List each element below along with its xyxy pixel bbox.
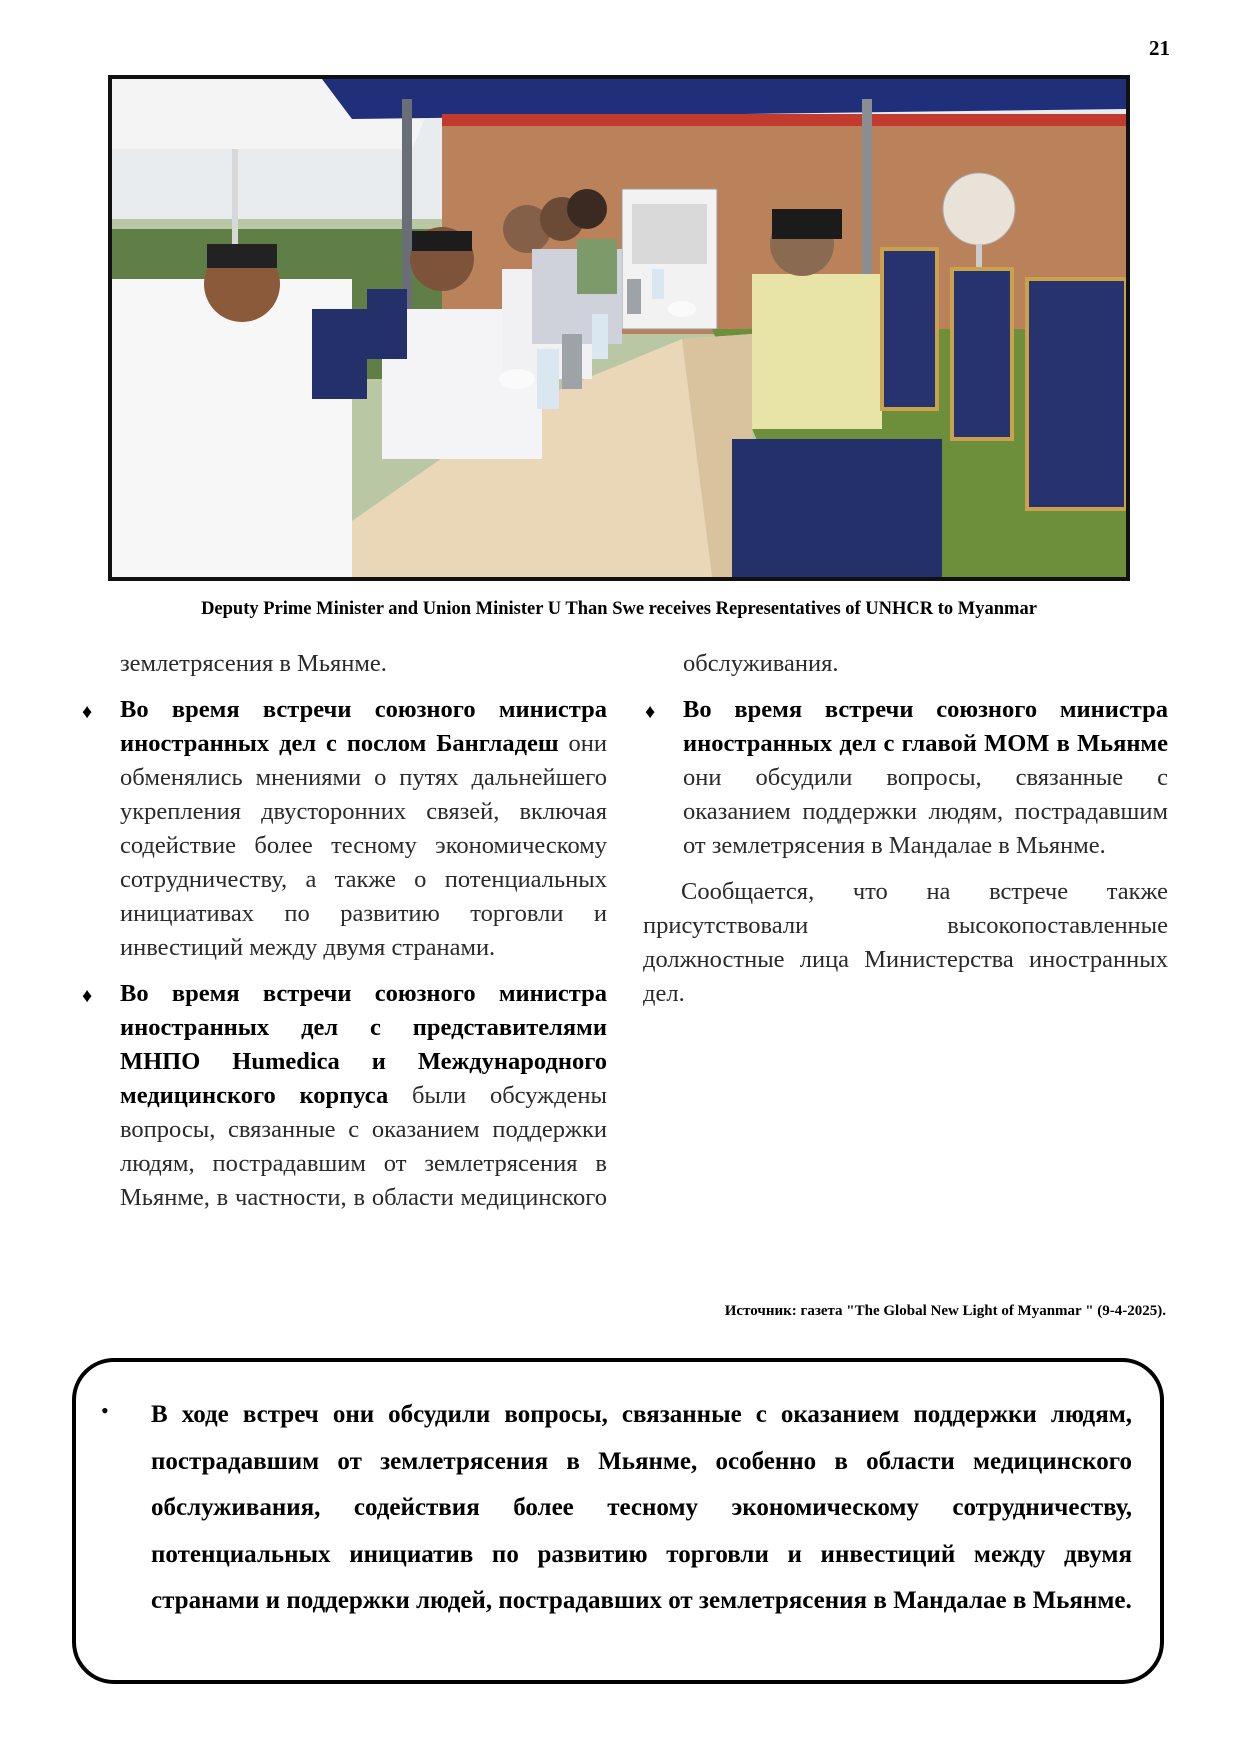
meeting-photo	[108, 75, 1130, 581]
diamond-bullet-icon: ♦	[645, 701, 656, 723]
summary-bullet-icon: •	[101, 1398, 109, 1423]
left-column	[80, 647, 607, 1215]
right-paragraph: Сообщается, что на встрече также присутствовали высокопоставленные должностные лица Министерства иностранных дел.	[643, 878, 1168, 1007]
summary-text: В ходе встреч они обсудили вопросы, связанные с оказанием поддержки людям, пострадавшим от землетрясения в Мьянме, особенно в области медицинского обслуживания, содействия более тесному экономическому сотрудничеству, потенциальных инициатив по развитию торговли и инвестиций между двумя странами и поддержки людей, пострадавших от землетрясения в Мандалае в Мьянме.	[151, 1401, 1132, 1614]
right-bullet-1-bold: Во время встречи союзного министра иностранных дел с главой МОМ в Мьянме	[683, 696, 1168, 757]
left-bullet-1-bold: Во время встречи союзного министра иностранных дел с послом Бангладеш	[120, 696, 607, 757]
photo-caption: Deputy Prime Minister and Union Minister U Than Swe receives Representatives of UNHCR to Myanmar	[201, 599, 1037, 619]
left-continuation: землетрясения в Мьянме.	[120, 650, 387, 677]
left-bullet-1-text: они обменялись мнениями о путях дальнейшего укрепления двусторонних связей, включая содействие более тесному экономическому сотрудничеству, а также о потенциальных инициативах по развитию торговли и инвестиций между двумя странами.	[120, 730, 607, 961]
right-bullet-1	[643, 693, 1168, 863]
meeting-photo-illustration	[112, 79, 1126, 577]
left-bullet-2-text: были обсуждены вопросы, связанные с оказанием поддержки людям, пострадавшим от землетрясения в Мьянме, в частности, в области медицинского	[120, 1082, 607, 1211]
right-column	[643, 647, 1168, 1011]
right-bullet-1-text: они обсудили вопросы, связанные с оказанием поддержки людям, пострадавшим от землетрясения в Мандалае в Мьянме.	[683, 764, 1168, 859]
summary-box	[72, 1358, 1164, 1684]
left-bullet-1	[80, 693, 607, 965]
source-note: Источник: газета "The Global New Light of Myanmar " (9-4-2025).	[724, 1303, 1166, 1319]
left-bullet-2-bold: Во время встречи союзного министра иностранных дел с представителями МНПО Humedica и Международного медицинского корпуса	[120, 980, 607, 1109]
diamond-bullet-icon: ♦	[82, 985, 93, 1007]
diamond-bullet-icon: ♦	[82, 701, 93, 723]
page-number: 21	[1149, 36, 1170, 60]
right-continuation: обслуживания.	[683, 650, 839, 677]
left-bullet-2	[80, 977, 607, 1215]
